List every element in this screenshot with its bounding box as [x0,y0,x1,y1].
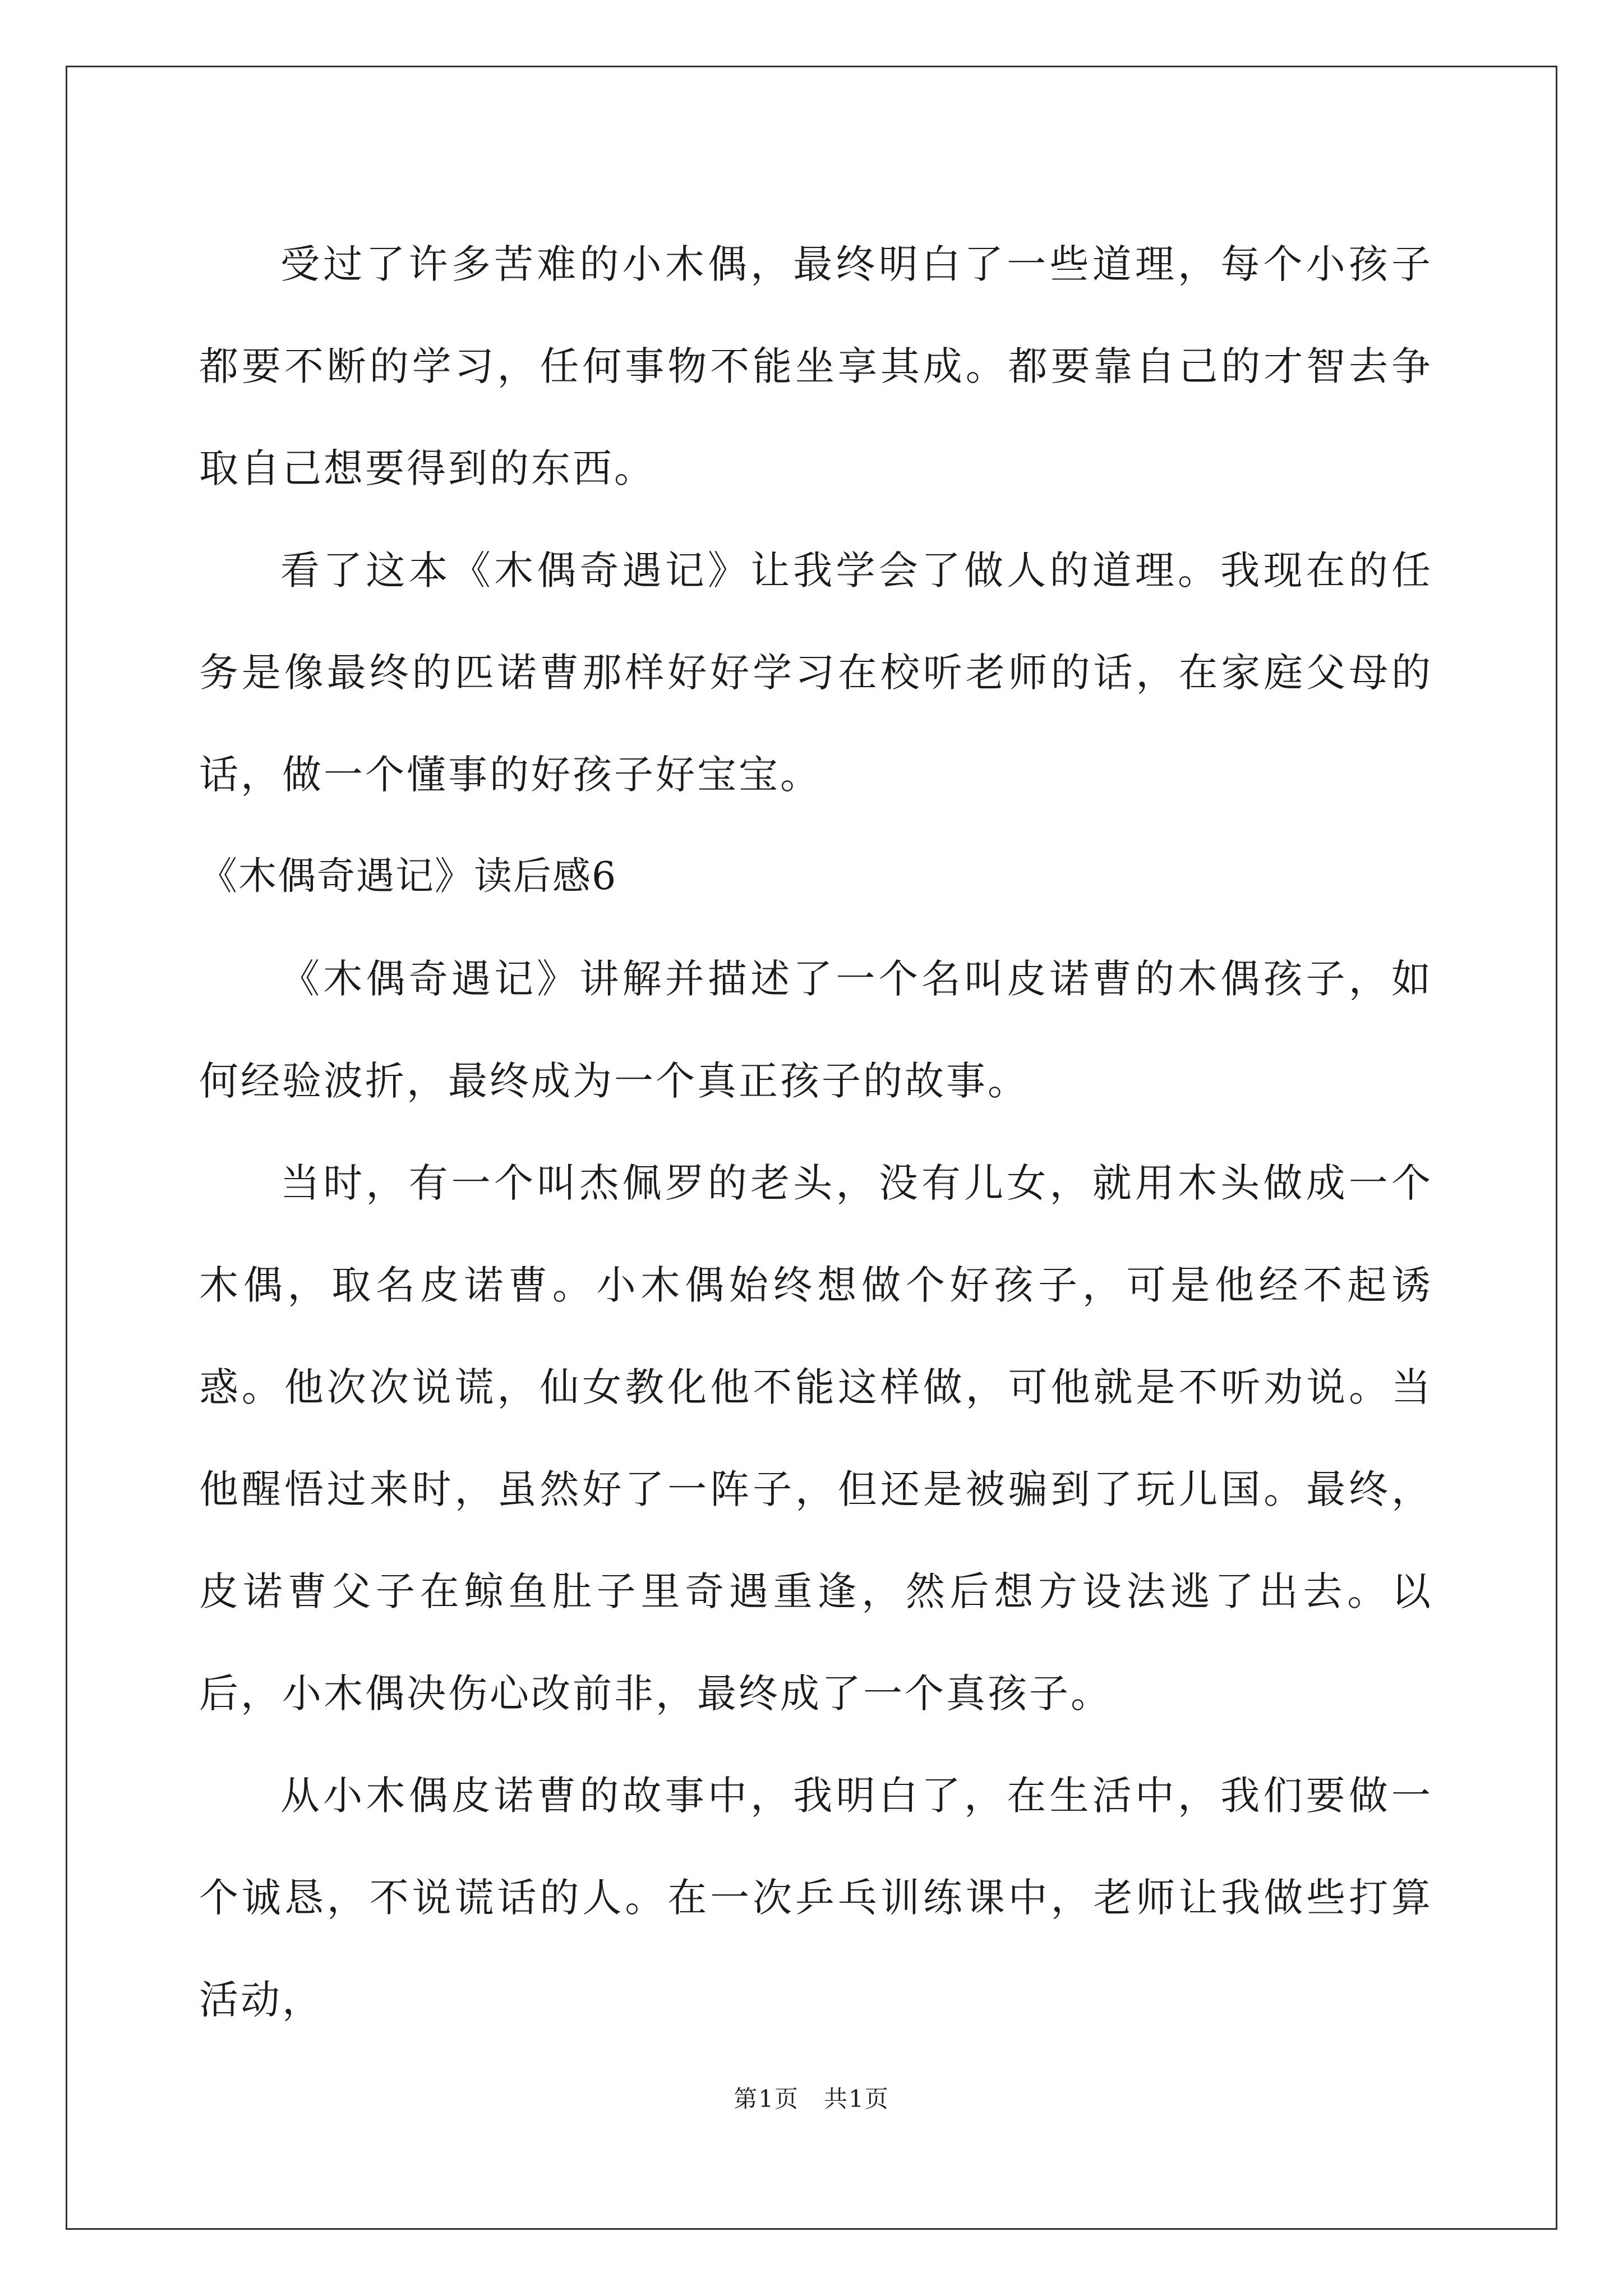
paragraph: 从小木偶皮诺曹的故事中，我明白了，在生活中，我们要做一个诚恳，不说谎话的人。在一次乒乓训练课中，老师让我做些打算活动， [199,1773,1433,2023]
paragraph: 《木偶奇遇记》讲解并描述了一个名叫皮诺曹的木偶孩子，如何经验波折，最终成为一个真正孩子的故事。 [199,956,1433,1104]
paragraph: 看了这本《木偶奇遇记》让我学会了做人的道理。我现在的任务是像最终的匹诺曹那样好好学习在校听老师的话，在家庭父母的话，做一个懂事的好孩子好宝宝。 [199,547,1433,798]
document-body [199,213,1433,2051]
paragraph: 受过了许多苦难的小木偶，最终明白了一些道理，每个小孩子都要不断的学习，任何事物不能坐享其成。都要靠自己的才智去争取自己想要得到的东西。 [199,241,1433,491]
page-footer: 第1页 共1页 [734,2085,889,2113]
paragraph: 当时，有一个叫杰佩罗的老头，没有儿女，就用木头做成一个木偶，取名皮诺曹。小木偶始终想做个好孩子，可是他经不起诱惑。他次次说谎，仙女教化他不能这样做，可他就是不听劝说。当他醒悟过来时，虽然好了一阵子，但还是被骗到了玩儿国。最终，皮诺曹父子在鲸鱼肚子里奇遇重逢，然后想方设法逃了出去。以后，小木偶决伤心改前非，最终成了一个真孩子。 [199,1160,1433,1717]
section-heading: 《木偶奇遇记》读后感6 [199,854,617,899]
